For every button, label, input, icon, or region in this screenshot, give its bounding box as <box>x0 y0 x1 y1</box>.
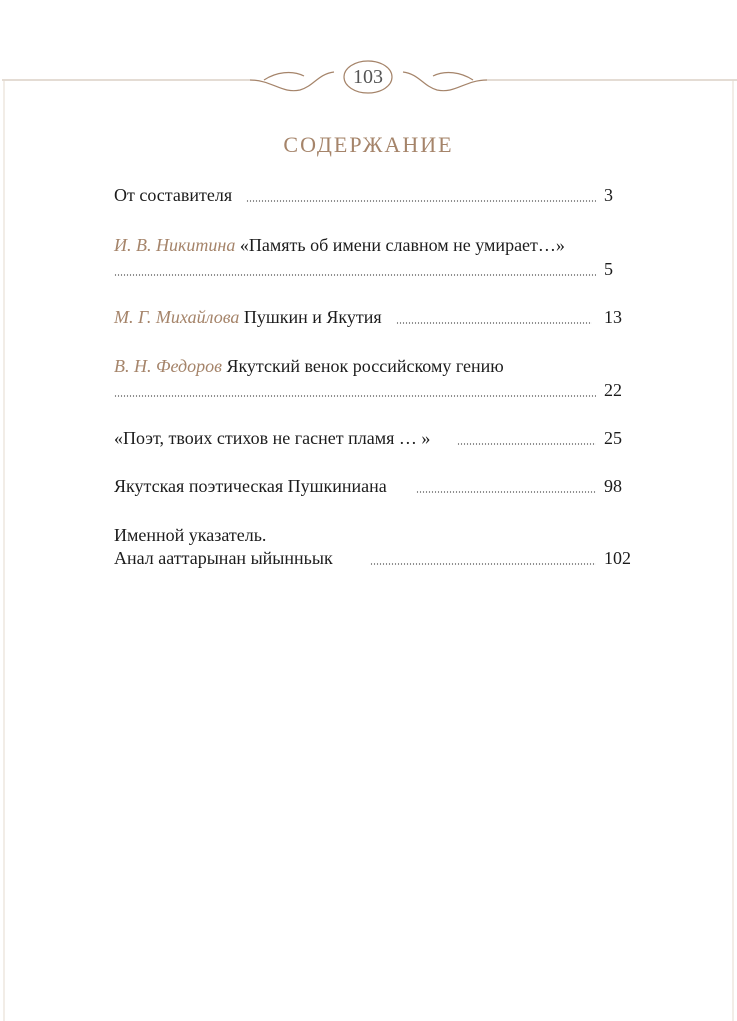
toc-entry-title: Якутский венок российскому гению <box>226 356 504 376</box>
toc-entry-title: Именной указатель. <box>114 522 268 548</box>
toc-entry-author: М. Г. Михайлова <box>114 307 240 327</box>
toc-entry[interactable] <box>114 232 639 258</box>
toc-entry-continuation[interactable] <box>114 545 639 571</box>
toc-entry[interactable] <box>114 182 639 208</box>
toc-entry[interactable] <box>114 425 639 451</box>
toc-page-number: 3 <box>604 185 613 205</box>
toc-entry-title: От составителя <box>114 182 234 208</box>
dot-leader <box>246 200 596 202</box>
toc-page-number: 102 <box>604 548 631 568</box>
dot-leader <box>396 322 592 324</box>
toc-entry-author: И. В. Никитина <box>114 235 236 255</box>
toc-entry-title: Якутская поэтическая Пушкиниана <box>114 473 389 499</box>
page-title: СОДЕРЖАНИЕ <box>283 132 454 157</box>
toc-page-number: 25 <box>604 428 622 448</box>
toc-entry-title: Анал ааттарынан ыйынньык <box>114 545 335 571</box>
dot-leader <box>114 395 596 397</box>
toc-page-number: 98 <box>604 476 622 496</box>
toc-entry-title: Пушкин и Якутия <box>243 307 382 327</box>
toc-page-number: 22 <box>604 380 622 400</box>
toc-entry[interactable] <box>114 473 639 499</box>
toc-entry[interactable] <box>114 353 639 379</box>
toc-page-number: 5 <box>604 259 613 279</box>
toc-entry[interactable] <box>114 304 639 330</box>
toc-entry-author: В. Н. Федоров <box>114 356 222 376</box>
toc-entry-title: «Поэт, твоих стихов не гаснет пламя … » <box>114 425 432 451</box>
toc-page-number: 13 <box>604 307 622 327</box>
toc-entry-title: «Память об имени славном не умирает…» <box>239 235 565 255</box>
dot-leader <box>457 443 596 445</box>
dot-leader <box>370 563 596 565</box>
page-number: 103 <box>353 66 383 88</box>
toc-entry-continuation[interactable] <box>114 256 639 282</box>
dot-leader <box>114 274 596 276</box>
dot-leader <box>416 491 596 493</box>
toc-entry-continuation[interactable] <box>114 377 639 403</box>
